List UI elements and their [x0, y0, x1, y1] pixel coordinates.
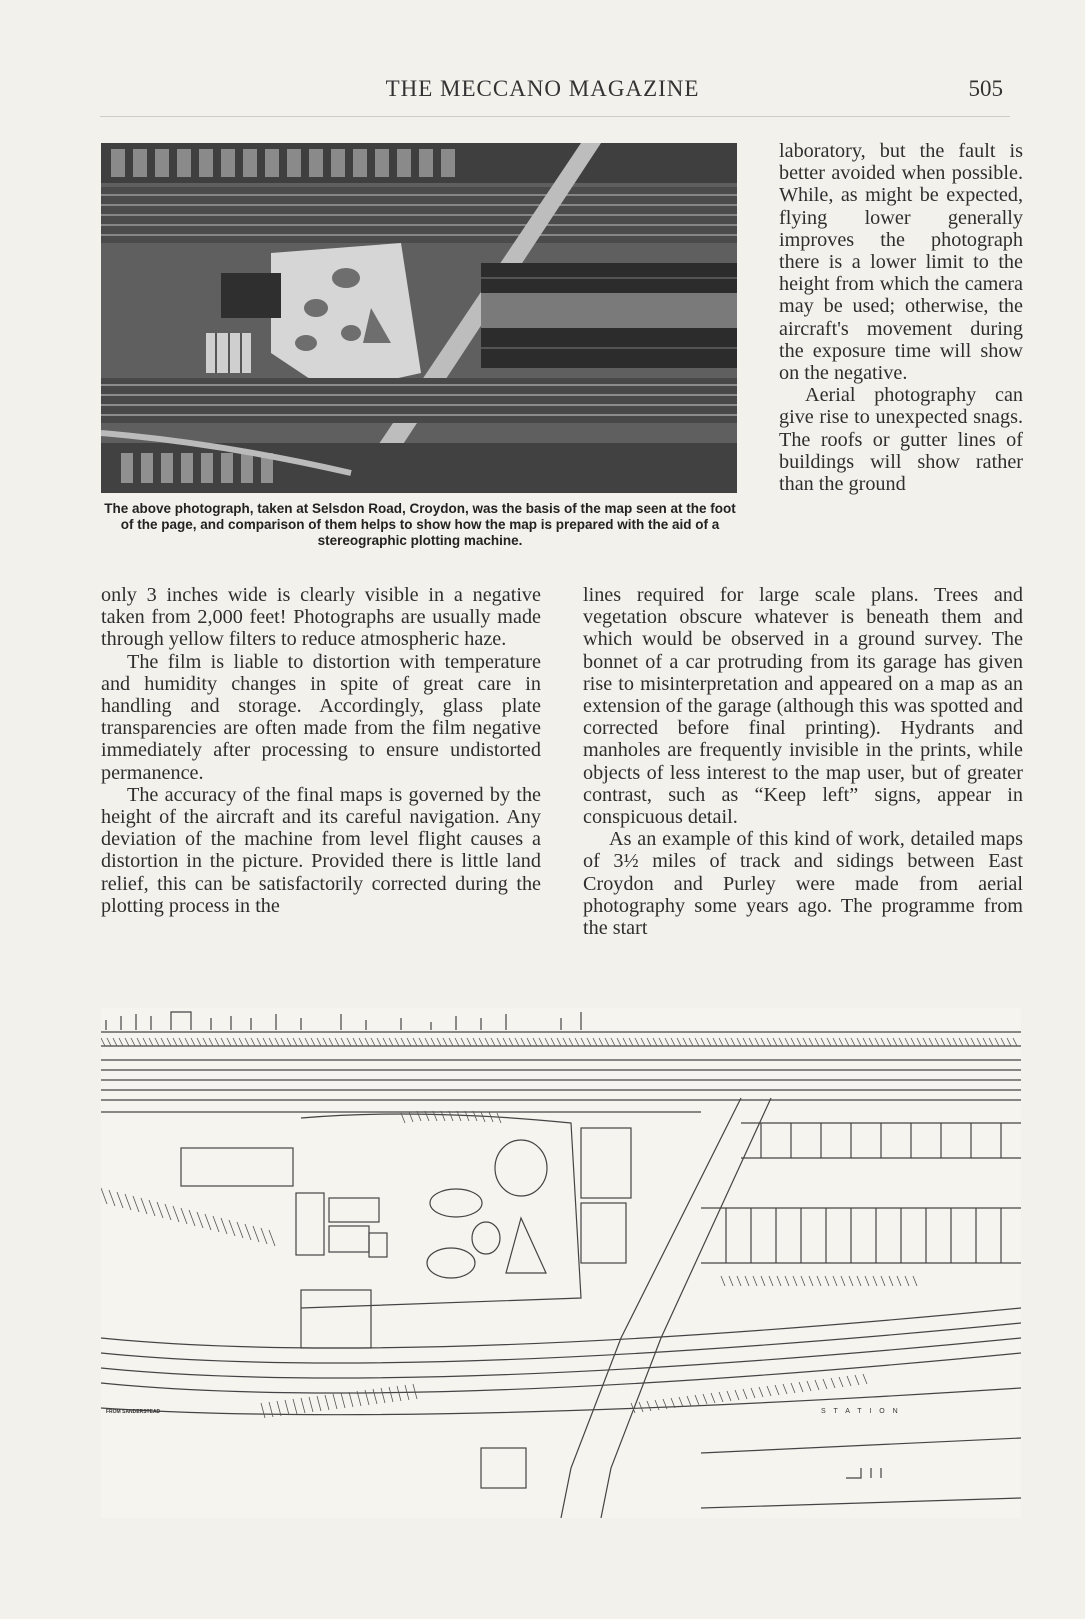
map-label-from: FROM SANDERSTEAD [106, 1409, 161, 1415]
paragraph: The accuracy of the final maps is governed by the height of the aircraft and its careful navigation. Any deviation of the machine from level flight causes a distortion in the picture. Provided there is little land relief, this can be satisfactorily corrected during the plotting process in the [101, 783, 541, 917]
right-column-lower [583, 584, 1023, 939]
right-column-top [779, 140, 1023, 495]
left-column [101, 584, 541, 917]
header-rule [100, 116, 1010, 117]
aerial-photograph [101, 143, 737, 493]
photo-caption: The above photograph, taken at Selsdon Road, Croydon, was the basis of the map seen at the foot of the page, and comparison of them helps to show how the map is prepared with the aid of a stereographic plotting machine. [104, 501, 736, 548]
paragraph: Aerial photography can give rise to unexpected snags. The roofs or gutter lines of buildings will show rather than the ground [779, 384, 1023, 496]
plotted-map [101, 1008, 1021, 1518]
paragraph: lines required for large scale plans. Trees and vegetation obscure whatever is beneath them and which would be observed in a ground survey. The bonnet of a car protruding from its garage has given rise to misinterpretation and appeared on a map as an extension of the garage (although this was spotted and corrected before final printing). Hydrants and manholes are frequently invisible in the prints, while objects of less interest to the map user, but of greater contrast, such as “Keep left” signs, appear in conspicuous detail. [583, 584, 1023, 829]
page-number: 505 [968, 76, 1003, 101]
magazine-title: THE MECCANO MAGAZINE [385, 76, 700, 101]
paragraph: The film is liable to distortion with temperature and humidity changes in spite of great care in handling and storage. Accordingly, glass plate transparencies are often made from the film negative immediately after processing to ensure undistorted permanence. [101, 650, 541, 784]
paragraph: As an example of this kind of work, detailed maps of 3½ miles of track and sidings between East Croydon and Purley were made from aerial photography some years ago. The programme from the start [583, 828, 1023, 940]
map-label-station: S T A T I O N [821, 1408, 901, 1415]
paragraph: laboratory, but the fault is better avoided when possible. While, as might be expected, flying lower generally improves the photograph there is a lower limit to the height from which the camera may be used; otherwise, the aircraft's movement during the exposure time will show on the negative. [779, 140, 1023, 385]
paragraph: only 3 inches wide is clearly visible in a negative taken from 2,000 feet! Photographs are usually made through yellow filters to reduce atmospheric haze. [101, 584, 541, 651]
